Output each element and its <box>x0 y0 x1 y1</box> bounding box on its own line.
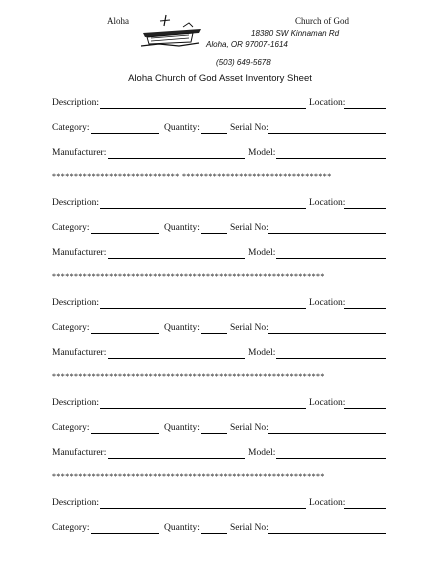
manufacturer-field[interactable] <box>108 158 245 159</box>
category-row <box>52 223 392 235</box>
model-field[interactable] <box>276 458 386 459</box>
model-field[interactable] <box>276 258 386 259</box>
serial-no-field[interactable] <box>268 133 386 134</box>
location-label: Location: <box>309 198 346 208</box>
quantity-field[interactable] <box>201 133 227 134</box>
serial-no-label: Serial No: <box>230 123 269 133</box>
category-label: Category: <box>52 223 90 233</box>
category-field[interactable] <box>91 133 159 134</box>
quantity-label: Quantity: <box>164 523 200 533</box>
model-label: Model: <box>248 448 276 458</box>
model-field[interactable] <box>276 158 386 159</box>
model-label: Model: <box>248 248 276 258</box>
org-name-left: Aloha <box>107 16 129 26</box>
description-row <box>52 98 392 110</box>
description-label: Description: <box>52 98 99 108</box>
location-field[interactable] <box>344 208 386 209</box>
location-label: Location: <box>309 298 346 308</box>
category-label: Category: <box>52 523 90 533</box>
section-separator: ************************************************************** <box>52 372 325 381</box>
description-row <box>52 498 392 510</box>
location-field[interactable] <box>344 308 386 309</box>
location-label: Location: <box>309 98 346 108</box>
category-label: Category: <box>52 323 90 333</box>
manufacturer-row <box>52 348 392 360</box>
address-line1: 18380 SW Kinnaman Rd <box>251 29 340 38</box>
serial-no-label: Serial No: <box>230 423 269 433</box>
description-field[interactable] <box>100 208 306 209</box>
description-label: Description: <box>52 498 99 508</box>
serial-no-label: Serial No: <box>230 323 269 333</box>
section-separator: ************************************************************** <box>52 272 325 281</box>
location-field[interactable] <box>344 108 386 109</box>
description-field[interactable] <box>100 108 306 109</box>
serial-no-label: Serial No: <box>230 523 269 533</box>
model-field[interactable] <box>276 358 386 359</box>
manufacturer-row <box>52 148 392 160</box>
quantity-field[interactable] <box>201 333 227 334</box>
location-label: Location: <box>309 398 346 408</box>
description-row <box>52 198 392 210</box>
category-row <box>52 423 392 435</box>
quantity-label: Quantity: <box>164 223 200 233</box>
description-field[interactable] <box>100 308 306 309</box>
quantity-label: Quantity: <box>164 423 200 433</box>
manufacturer-row <box>52 248 392 260</box>
church-logo-icon <box>139 13 203 49</box>
phone-number: (503) 649-5678 <box>216 58 271 67</box>
manufacturer-row <box>52 448 392 460</box>
location-label: Location: <box>309 498 346 508</box>
description-field[interactable] <box>100 508 306 509</box>
manufacturer-label: Manufacturer: <box>52 348 107 358</box>
serial-no-field[interactable] <box>268 533 386 534</box>
location-field[interactable] <box>344 508 386 509</box>
quantity-field[interactable] <box>201 533 227 534</box>
category-label: Category: <box>52 423 90 433</box>
manufacturer-label: Manufacturer: <box>52 248 107 258</box>
category-row <box>52 123 392 135</box>
description-label: Description: <box>52 198 99 208</box>
quantity-label: Quantity: <box>164 323 200 333</box>
description-label: Description: <box>52 398 99 408</box>
category-field[interactable] <box>91 333 159 334</box>
manufacturer-label: Manufacturer: <box>52 148 107 158</box>
location-field[interactable] <box>344 408 386 409</box>
category-row <box>52 523 392 535</box>
serial-no-field[interactable] <box>268 233 386 234</box>
section-separator: ***************************** ********************************** <box>52 172 332 181</box>
page-title: Aloha Church of God Asset Inventory Sheet <box>128 73 312 84</box>
serial-no-field[interactable] <box>268 333 386 334</box>
quantity-field[interactable] <box>201 233 227 234</box>
category-field[interactable] <box>91 233 159 234</box>
manufacturer-field[interactable] <box>108 258 245 259</box>
model-label: Model: <box>248 348 276 358</box>
manufacturer-field[interactable] <box>108 458 245 459</box>
manufacturer-label: Manufacturer: <box>52 448 107 458</box>
org-name-right: Church of God <box>295 16 349 26</box>
category-field[interactable] <box>91 533 159 534</box>
model-label: Model: <box>248 148 276 158</box>
description-field[interactable] <box>100 408 306 409</box>
category-row <box>52 323 392 335</box>
category-field[interactable] <box>91 433 159 434</box>
description-row <box>52 298 392 310</box>
category-label: Category: <box>52 123 90 133</box>
section-separator: ************************************************************** <box>52 472 325 481</box>
quantity-field[interactable] <box>201 433 227 434</box>
quantity-label: Quantity: <box>164 123 200 133</box>
description-row <box>52 398 392 410</box>
address-line2: Aloha, OR 97007-1614 <box>206 40 288 49</box>
serial-no-field[interactable] <box>268 433 386 434</box>
description-label: Description: <box>52 298 99 308</box>
serial-no-label: Serial No: <box>230 223 269 233</box>
manufacturer-field[interactable] <box>108 358 245 359</box>
